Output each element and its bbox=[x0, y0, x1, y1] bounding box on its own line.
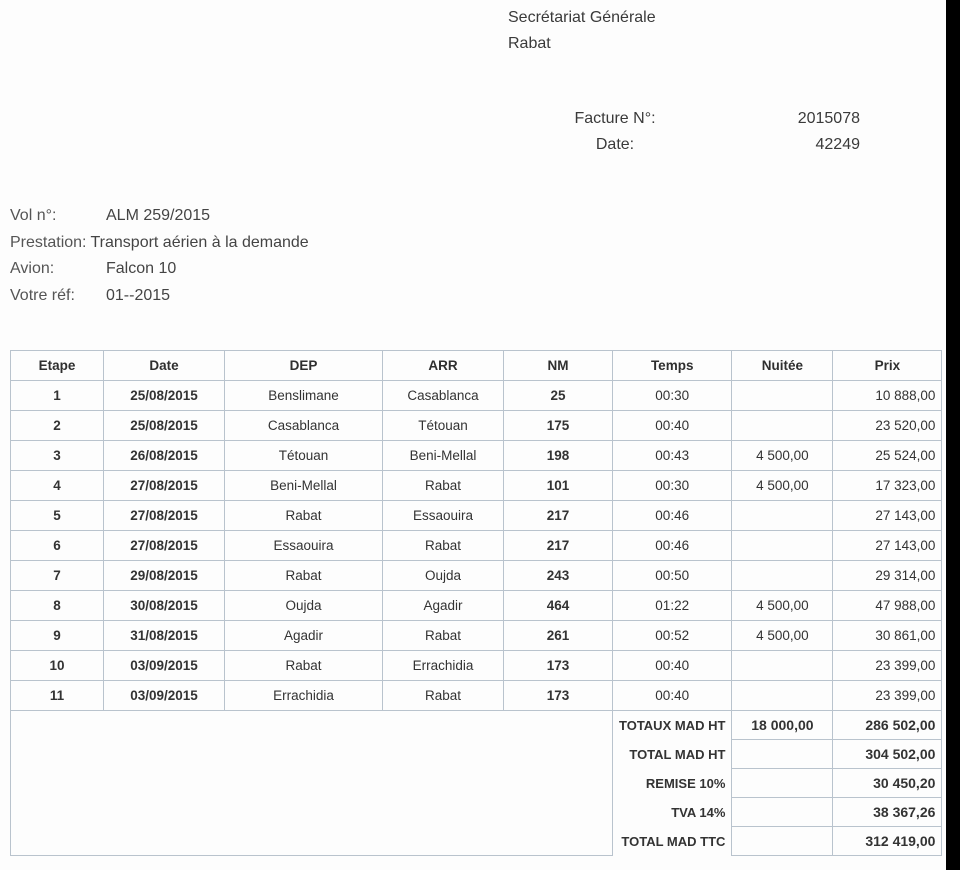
total-ht-value: 304 502,00 bbox=[833, 740, 942, 769]
cell-dep: Benslimane bbox=[225, 381, 383, 411]
table-row bbox=[11, 681, 942, 711]
cell-nm: 198 bbox=[504, 441, 613, 471]
cell-prix: 27 143,00 bbox=[833, 531, 942, 561]
table-row bbox=[11, 651, 942, 681]
vol-value: ALM 259/2015 bbox=[106, 207, 211, 224]
ref-value: 01--2015 bbox=[106, 286, 171, 304]
totaux-prix-value: 286 502,00 bbox=[833, 711, 942, 740]
cell-dep: Oujda bbox=[225, 591, 383, 621]
cell-arr: Rabat bbox=[383, 531, 504, 561]
header-date: Date bbox=[104, 351, 225, 381]
total-ht-label: TOTAL MAD HT bbox=[629, 746, 726, 762]
cell-prix: 10 888,00 bbox=[833, 381, 942, 411]
cell-temps: 00:43 bbox=[613, 441, 732, 471]
cell-nuitee bbox=[732, 531, 833, 561]
total-ht-empty bbox=[732, 740, 833, 769]
invoice-number-label: Facture N°: bbox=[574, 110, 656, 127]
totals-blank-area bbox=[11, 711, 613, 856]
cell-dep: Tétouan bbox=[225, 441, 383, 471]
cell-nuitee bbox=[732, 561, 833, 591]
table-row bbox=[11, 441, 942, 471]
cell-arr: Tétouan bbox=[383, 411, 504, 441]
cell-date: 25/08/2015 bbox=[104, 381, 225, 411]
invoice-number: 2015078 bbox=[797, 110, 860, 127]
cell-etape: 4 bbox=[11, 471, 104, 501]
cell-date: 03/09/2015 bbox=[104, 681, 225, 711]
cell-arr: Essaouira bbox=[383, 501, 504, 531]
prestation-row bbox=[10, 230, 309, 257]
cell-arr: Agadir bbox=[383, 591, 504, 621]
cell-prix: 23 399,00 bbox=[833, 651, 942, 681]
cell-arr: Errachidia bbox=[383, 651, 504, 681]
cell-nuitee: 4 500,00 bbox=[732, 441, 833, 471]
header-dep: DEP bbox=[225, 351, 383, 381]
cell-etape: 2 bbox=[11, 411, 104, 441]
cell-nuitee bbox=[732, 501, 833, 531]
header-prix: Prix bbox=[833, 351, 942, 381]
cell-temps: 00:46 bbox=[613, 531, 732, 561]
cell-nuitee: 4 500,00 bbox=[732, 591, 833, 621]
cell-nuitee: 4 500,00 bbox=[732, 471, 833, 501]
remise-empty bbox=[732, 769, 833, 798]
table-row bbox=[11, 621, 942, 651]
avion-label: Avion: bbox=[10, 260, 55, 277]
header-etape: Etape bbox=[11, 351, 104, 381]
tva-label: TVA 14% bbox=[671, 804, 726, 820]
cell-etape: 7 bbox=[11, 561, 104, 591]
cell-dep: Rabat bbox=[225, 561, 383, 591]
table-row bbox=[11, 501, 942, 531]
cell-dep: Rabat bbox=[225, 651, 383, 681]
cell-prix: 29 314,00 bbox=[833, 561, 942, 591]
cell-etape: 5 bbox=[11, 501, 104, 531]
cell-etape: 6 bbox=[11, 531, 104, 561]
table-header-row bbox=[11, 351, 942, 381]
cell-prix: 17 323,00 bbox=[833, 471, 942, 501]
cell-nuitee bbox=[732, 381, 833, 411]
ref-row bbox=[10, 283, 309, 310]
cell-prix: 23 399,00 bbox=[833, 681, 942, 711]
cell-date: 30/08/2015 bbox=[104, 591, 225, 621]
table-row bbox=[11, 471, 942, 501]
invoice-table bbox=[10, 350, 942, 856]
cell-nm: 464 bbox=[504, 591, 613, 621]
cell-prix: 25 524,00 bbox=[833, 441, 942, 471]
cell-date: 03/09/2015 bbox=[104, 651, 225, 681]
cell-temps: 00:40 bbox=[613, 411, 732, 441]
cell-nuitee bbox=[732, 411, 833, 441]
totaux-ht-row bbox=[11, 711, 942, 740]
cell-dep: Agadir bbox=[225, 621, 383, 651]
total-ttc-empty bbox=[732, 827, 833, 856]
table-row bbox=[11, 561, 942, 591]
cell-temps: 00:30 bbox=[613, 381, 732, 411]
cell-date: 27/08/2015 bbox=[104, 501, 225, 531]
cell-date: 26/08/2015 bbox=[104, 441, 225, 471]
cell-temps: 00:40 bbox=[613, 681, 732, 711]
cell-temps: 00:50 bbox=[613, 561, 732, 591]
cell-arr: Rabat bbox=[383, 681, 504, 711]
table-row bbox=[11, 381, 942, 411]
cell-dep: Errachidia bbox=[225, 681, 383, 711]
table-row bbox=[11, 531, 942, 561]
cell-date: 31/08/2015 bbox=[104, 621, 225, 651]
header-nm: NM bbox=[504, 351, 613, 381]
avion-value: Falcon 10 bbox=[106, 260, 177, 277]
cell-prix: 30 861,00 bbox=[833, 621, 942, 651]
prestation-value: Transport aérien à la demande bbox=[90, 233, 309, 251]
cell-temps: 00:46 bbox=[613, 501, 732, 531]
cell-arr: Rabat bbox=[383, 471, 504, 501]
cell-dep: Rabat bbox=[225, 501, 383, 531]
total-ttc-label: TOTAL MAD TTC bbox=[621, 833, 726, 849]
remise-label: REMISE 10% bbox=[645, 775, 726, 791]
recipient-address bbox=[508, 5, 656, 57]
cell-nuitee bbox=[732, 651, 833, 681]
prestation-label: Prestation: bbox=[10, 233, 87, 251]
cell-dep: Beni-Mellal bbox=[225, 471, 383, 501]
cell-temps: 01:22 bbox=[613, 591, 732, 621]
invoice-date: 42249 bbox=[815, 136, 860, 153]
cell-nm: 25 bbox=[504, 381, 613, 411]
cell-nuitee bbox=[732, 681, 833, 711]
header-temps: Temps bbox=[613, 351, 732, 381]
cell-nm: 261 bbox=[504, 621, 613, 651]
recipient-line-1: Secrétariat Générale bbox=[508, 9, 656, 26]
recipient-line-2: Rabat bbox=[508, 35, 551, 52]
header-arr: ARR bbox=[383, 351, 504, 381]
invoice-meta bbox=[540, 106, 860, 158]
tva-value: 38 367,26 bbox=[833, 798, 942, 827]
cell-temps: 00:40 bbox=[613, 651, 732, 681]
cell-etape: 3 bbox=[11, 441, 104, 471]
header-nuitee: Nuitée bbox=[732, 351, 833, 381]
tva-empty bbox=[732, 798, 833, 827]
cell-arr: Oujda bbox=[383, 561, 504, 591]
cell-prix: 47 988,00 bbox=[833, 591, 942, 621]
cell-prix: 27 143,00 bbox=[833, 501, 942, 531]
cell-etape: 10 bbox=[11, 651, 104, 681]
cell-temps: 00:30 bbox=[613, 471, 732, 501]
totaux-ht-label: TOTAUX MAD HT bbox=[619, 717, 726, 733]
invoice-date-label: Date: bbox=[595, 136, 635, 153]
table-row bbox=[11, 591, 942, 621]
cell-temps: 00:52 bbox=[613, 621, 732, 651]
invoice-number-row bbox=[540, 106, 860, 132]
totaux-nuitee-value: 18 000,00 bbox=[732, 711, 833, 740]
cell-date: 25/08/2015 bbox=[104, 411, 225, 441]
cell-etape: 1 bbox=[11, 381, 104, 411]
cell-nm: 175 bbox=[504, 411, 613, 441]
total-ttc-value: 312 419,00 bbox=[833, 827, 942, 856]
cell-etape: 8 bbox=[11, 591, 104, 621]
invoice-date-row bbox=[540, 132, 860, 158]
cell-nm: 217 bbox=[504, 531, 613, 561]
ref-label: Votre réf: bbox=[10, 286, 75, 304]
cell-etape: 11 bbox=[11, 681, 104, 711]
cell-date: 27/08/2015 bbox=[104, 531, 225, 561]
cell-nm: 173 bbox=[504, 651, 613, 681]
cell-nm: 243 bbox=[504, 561, 613, 591]
vol-row bbox=[10, 203, 309, 230]
cell-dep: Essaouira bbox=[225, 531, 383, 561]
avion-row bbox=[10, 256, 309, 283]
cell-arr: Beni-Mellal bbox=[383, 441, 504, 471]
cell-etape: 9 bbox=[11, 621, 104, 651]
cell-prix: 23 520,00 bbox=[833, 411, 942, 441]
cell-arr: Casablanca bbox=[383, 381, 504, 411]
flight-info bbox=[10, 203, 309, 309]
remise-value: 30 450,20 bbox=[833, 769, 942, 798]
cell-nm: 101 bbox=[504, 471, 613, 501]
vol-label: Vol n°: bbox=[10, 207, 57, 224]
cell-nm: 173 bbox=[504, 681, 613, 711]
cell-date: 29/08/2015 bbox=[104, 561, 225, 591]
cell-date: 27/08/2015 bbox=[104, 471, 225, 501]
cell-nm: 217 bbox=[504, 501, 613, 531]
table-row bbox=[11, 411, 942, 441]
cell-arr: Rabat bbox=[383, 621, 504, 651]
cell-dep: Casablanca bbox=[225, 411, 383, 441]
cell-nuitee: 4 500,00 bbox=[732, 621, 833, 651]
